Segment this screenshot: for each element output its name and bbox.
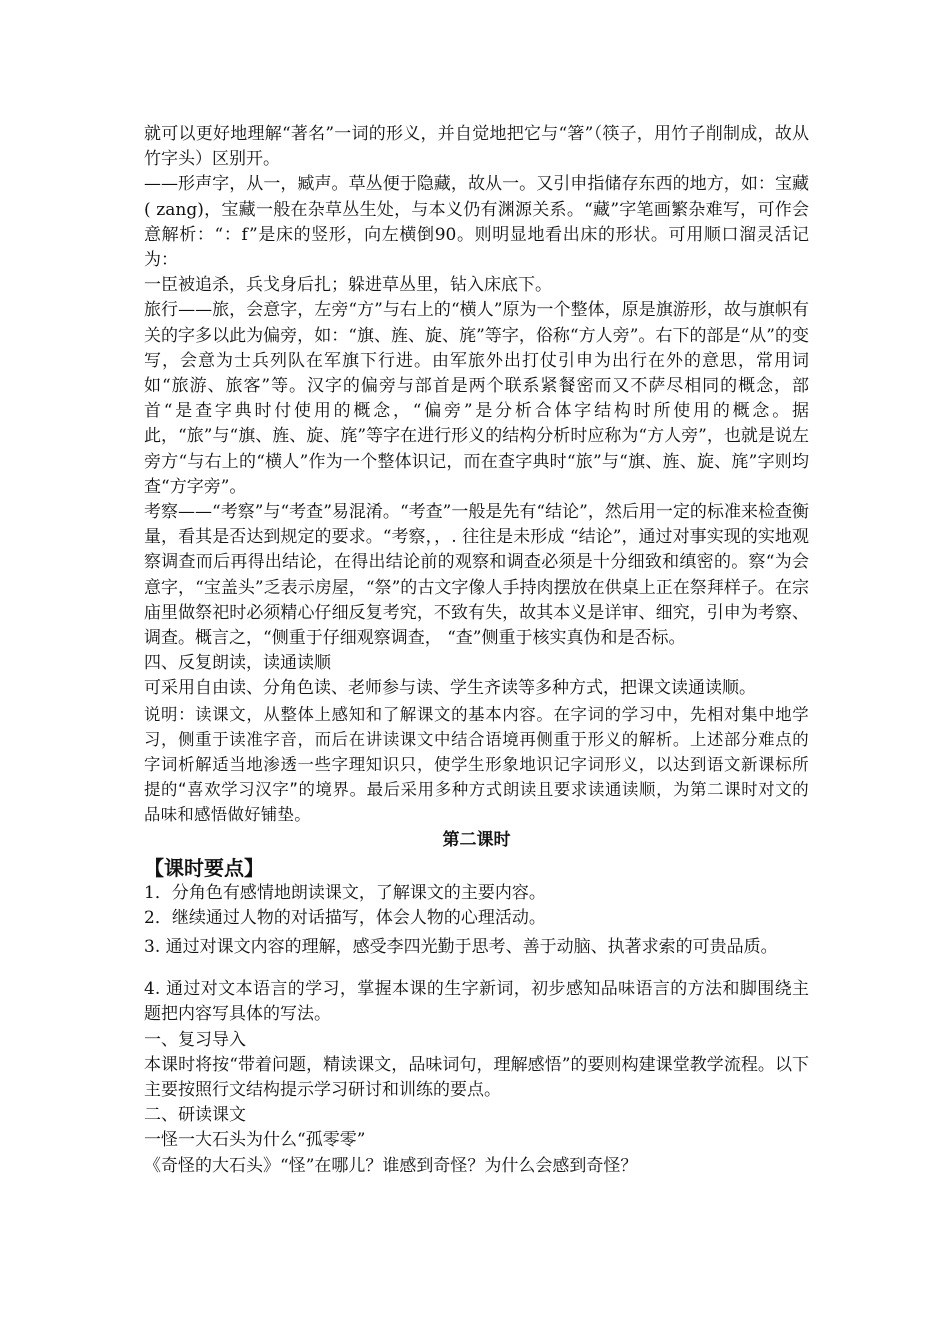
key-point-4: 4. 通过对文本语言的学习，掌握本课的生字新词，初步感知品味语言的方法和脚围绕主题把内容写具体的写法。 [144,979,809,1025]
paragraph-questions: 《奇怪的大石头》“怪”在哪儿？谁感到奇怪？为什么会感到奇怪？ [144,1155,638,1176]
key-point-1: 1．分角色有感情地朗读课文，了解课文的主要内容。 [144,882,546,903]
lesson-title: 第二课时 [442,829,511,850]
key-point-3: 3. 通过对课文内容的理解，感受李四光勤于思考、善于动脑、执著求索的可贵品质。 [144,937,778,958]
paragraph-rhyme: 一臣被追杀，兵戈身后扎；躲进草丛里，钻入床底下。 [144,275,552,296]
key-point-2: 2．继续通过人物的对话描写，体会人物的心理活动。 [144,907,546,928]
subheading-strange-rock: 一怪一大石头为什么“孤零零” [144,1130,366,1151]
document-body [144,122,809,1179]
paragraph-lvxing: 旅行——旅，会意字，左旁“方”与右上的“横人”原为一个整体，原是旗游形，故与旗帜有关的字多以此为偏旁，如：“旗、旌、旋、旄”等字，俗称“方人旁”。右下的部是“从”的变写，会意为士兵列队在军旗下行进。由军旅外出打仗引申为出行在外的意思，常用词如“旅游、旅客”等。汉字的偏旁与部首是两个联系紧餐密而又不萨尽相同的概念，部首“是查字典时付使用的概念，“偏旁”是分析合体字结构时所使用的概念。据此，“旅”与“旗、旌、旋、旄”等字在进行形义的结构分析时应称为“方人旁”，也就是说左旁方“与右上的“横人”作为一个整体识记，而在查字典时“旅”与“旗、旌、旋、旄”字则均查“方字旁”。 [144,300,809,497]
spacer [144,963,809,977]
section-heading-reading: 四、反复朗读，读通读顺 [144,653,331,674]
paragraph-kaocha: 考察——“考察”与“考查”易混淆。“考查”一般是先有“结论”，然后用一定的标准来检查衡量，看其是否达到规定的要求。“考察，，. 往往是未形成 “结论”，通过对事实现的实地观察调查而后再得出结论，在得出结论前的观察和调查必须是十分细致和缜密的。察“为会意字，“宝盖头”乏表示房屋，“祭”的古文字像人手持肉摆放在供桌上正在祭拜样子。在宗庙里做祭祀时必须精心仔细反复考究，不致有失，故其本义是详审、细究，引申为考察、调查。概言之，“侧重于仔细观察调查， “查”侧重于核实真伪和是否标。 [144,502,809,649]
section-heading-study: 二、研读课文 [144,1105,246,1126]
paragraph-review: 本课时将按“带着问题，精读课文，品味词句，理解感悟”的要则构建课堂教学流程。以下主要按照行文结构提示学习研讨和训练的要点。 [144,1054,809,1100]
section-heading-review: 一、复习导入 [144,1029,246,1050]
paragraph-explanation: 说明：读课文，从整体上感知和了解课文的基本内容。在字词的学习中，先相对集中地学习，侧重于读准字音，而后在讲读课文中结合语境再侧重于形义的解析。上述部分难点的字词析解适当地渗透一些字理知识只，使学生形象地识记字词形义，以达到语文新课标所提的“喜欢学习汉字”的境界。最后采用多种方式朗读且要求读通读顺，为第二课时对文的品味和感悟做好铺垫。 [144,704,809,825]
paragraph-cang: ——形声字，从一，臧声。草丛便于隐藏，故从一。又引申指储存东西的地方，如：宝藏( zang)，宝藏一般在杂草丛生处，与本义仍有渊源关系。“藏”字笔画繁杂难写，可作会意解析：“：f”是床的竖形，向左横倒90。则明显地看出床的形状。可用顺口溜灵活记为： [144,174,809,271]
paragraph-zhuming: 就可以更好地理解“著名”一词的形义，并自觉地把它与“箸”（筷子，用竹子削制成，故从竹字头）区别开。 [144,124,809,170]
key-points-heading: 【课时要点】 [144,855,264,880]
paragraph-reading-methods: 可采用自由读、分角色读、老师参与读、学生齐读等多种方式，把课文读通读顺。 [144,678,756,699]
